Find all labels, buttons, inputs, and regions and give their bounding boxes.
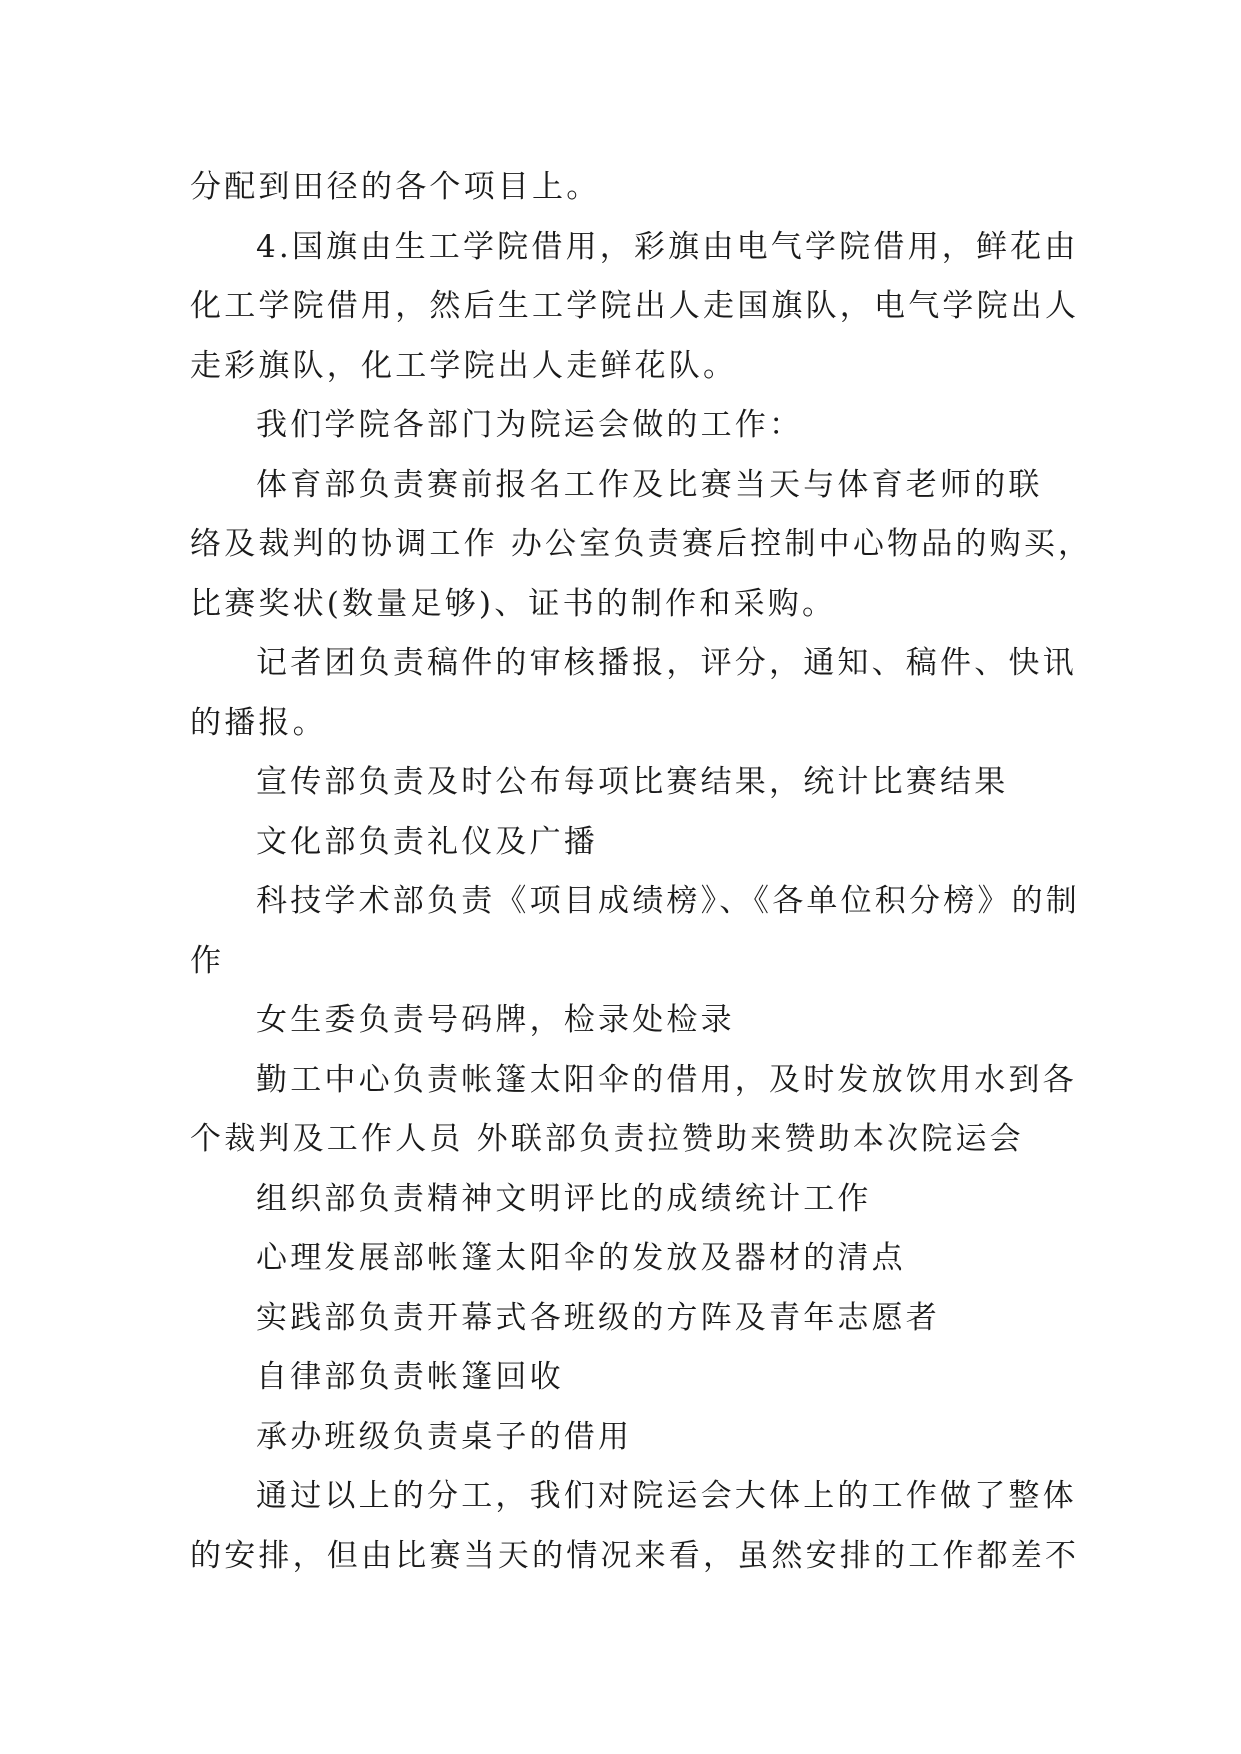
text-line-22: 承办班级负责桌子的借用 bbox=[256, 1418, 633, 1455]
text-line-15: 女生委负责号码牌，检录处检录 bbox=[256, 1002, 735, 1038]
text-line-6: 体育部负责赛前报名工作及比赛当天与体育老师的联 bbox=[256, 466, 1043, 503]
text-line-14: 作 bbox=[190, 942, 225, 979]
text-line-8: 比赛奖状(数量足够)、证书的制作和采购。 bbox=[190, 585, 837, 622]
text-line-10: 的播报。 bbox=[190, 704, 327, 741]
text-line-5: 我们学院各部门为院运会做的工作： bbox=[256, 407, 804, 443]
text-line-20: 实践部负责开幕式各班级的方阵及青年志愿者 bbox=[256, 1299, 940, 1336]
text-line-19: 心理发展部帐篷太阳伞的发放及器材的清点 bbox=[256, 1240, 906, 1276]
text-line-3: 化工学院借用，然后生工学院出人走国旗队，电气学院出人 bbox=[190, 288, 1080, 324]
text-line-9: 记者团负责稿件的审核播报，评分，通知、稿件、快讯 bbox=[256, 645, 1077, 681]
text-line-11: 宣传部负责及时公布每项比赛结果，统计比赛结果 bbox=[256, 764, 1009, 800]
text-line-18: 组织部负责精神文明评比的成绩统计工作 bbox=[256, 1180, 872, 1217]
text-line-7: 络及裁判的协调工作 办公室负责赛后控制中心物品的购买， bbox=[190, 526, 1093, 562]
text-line-13: 科技学术部负责《项目成绩榜》、《各单位积分榜》的制 bbox=[256, 883, 1080, 919]
text-line-4: 走彩旗队，化工学院出人走鲜花队。 bbox=[190, 347, 738, 384]
text-line-23: 通过以上的分工，我们对院运会大体上的工作做了整体 bbox=[256, 1478, 1077, 1514]
text-line-2: 4.国旗由生工学院借用，彩旗由电气学院借用，鲜花由 bbox=[256, 228, 1079, 265]
text-line-12: 文化部负责礼仪及广播 bbox=[256, 823, 598, 860]
text-line-21: 自律部负责帐篷回收 bbox=[256, 1359, 564, 1395]
text-line-1: 分配到田径的各个项目上。 bbox=[190, 169, 601, 205]
document-page bbox=[190, 158, 1093, 1586]
text-line-24: 的安排，但由比赛当天的情况来看，虽然安排的工作都差不 bbox=[190, 1537, 1080, 1574]
text-line-17: 个裁判及工作人员 外联部负责拉赞助来赞助本次院运会 bbox=[190, 1121, 1024, 1157]
text-line-16: 勤工中心负责帐篷太阳伞的借用，及时发放饮用水到各 bbox=[256, 1061, 1077, 1098]
